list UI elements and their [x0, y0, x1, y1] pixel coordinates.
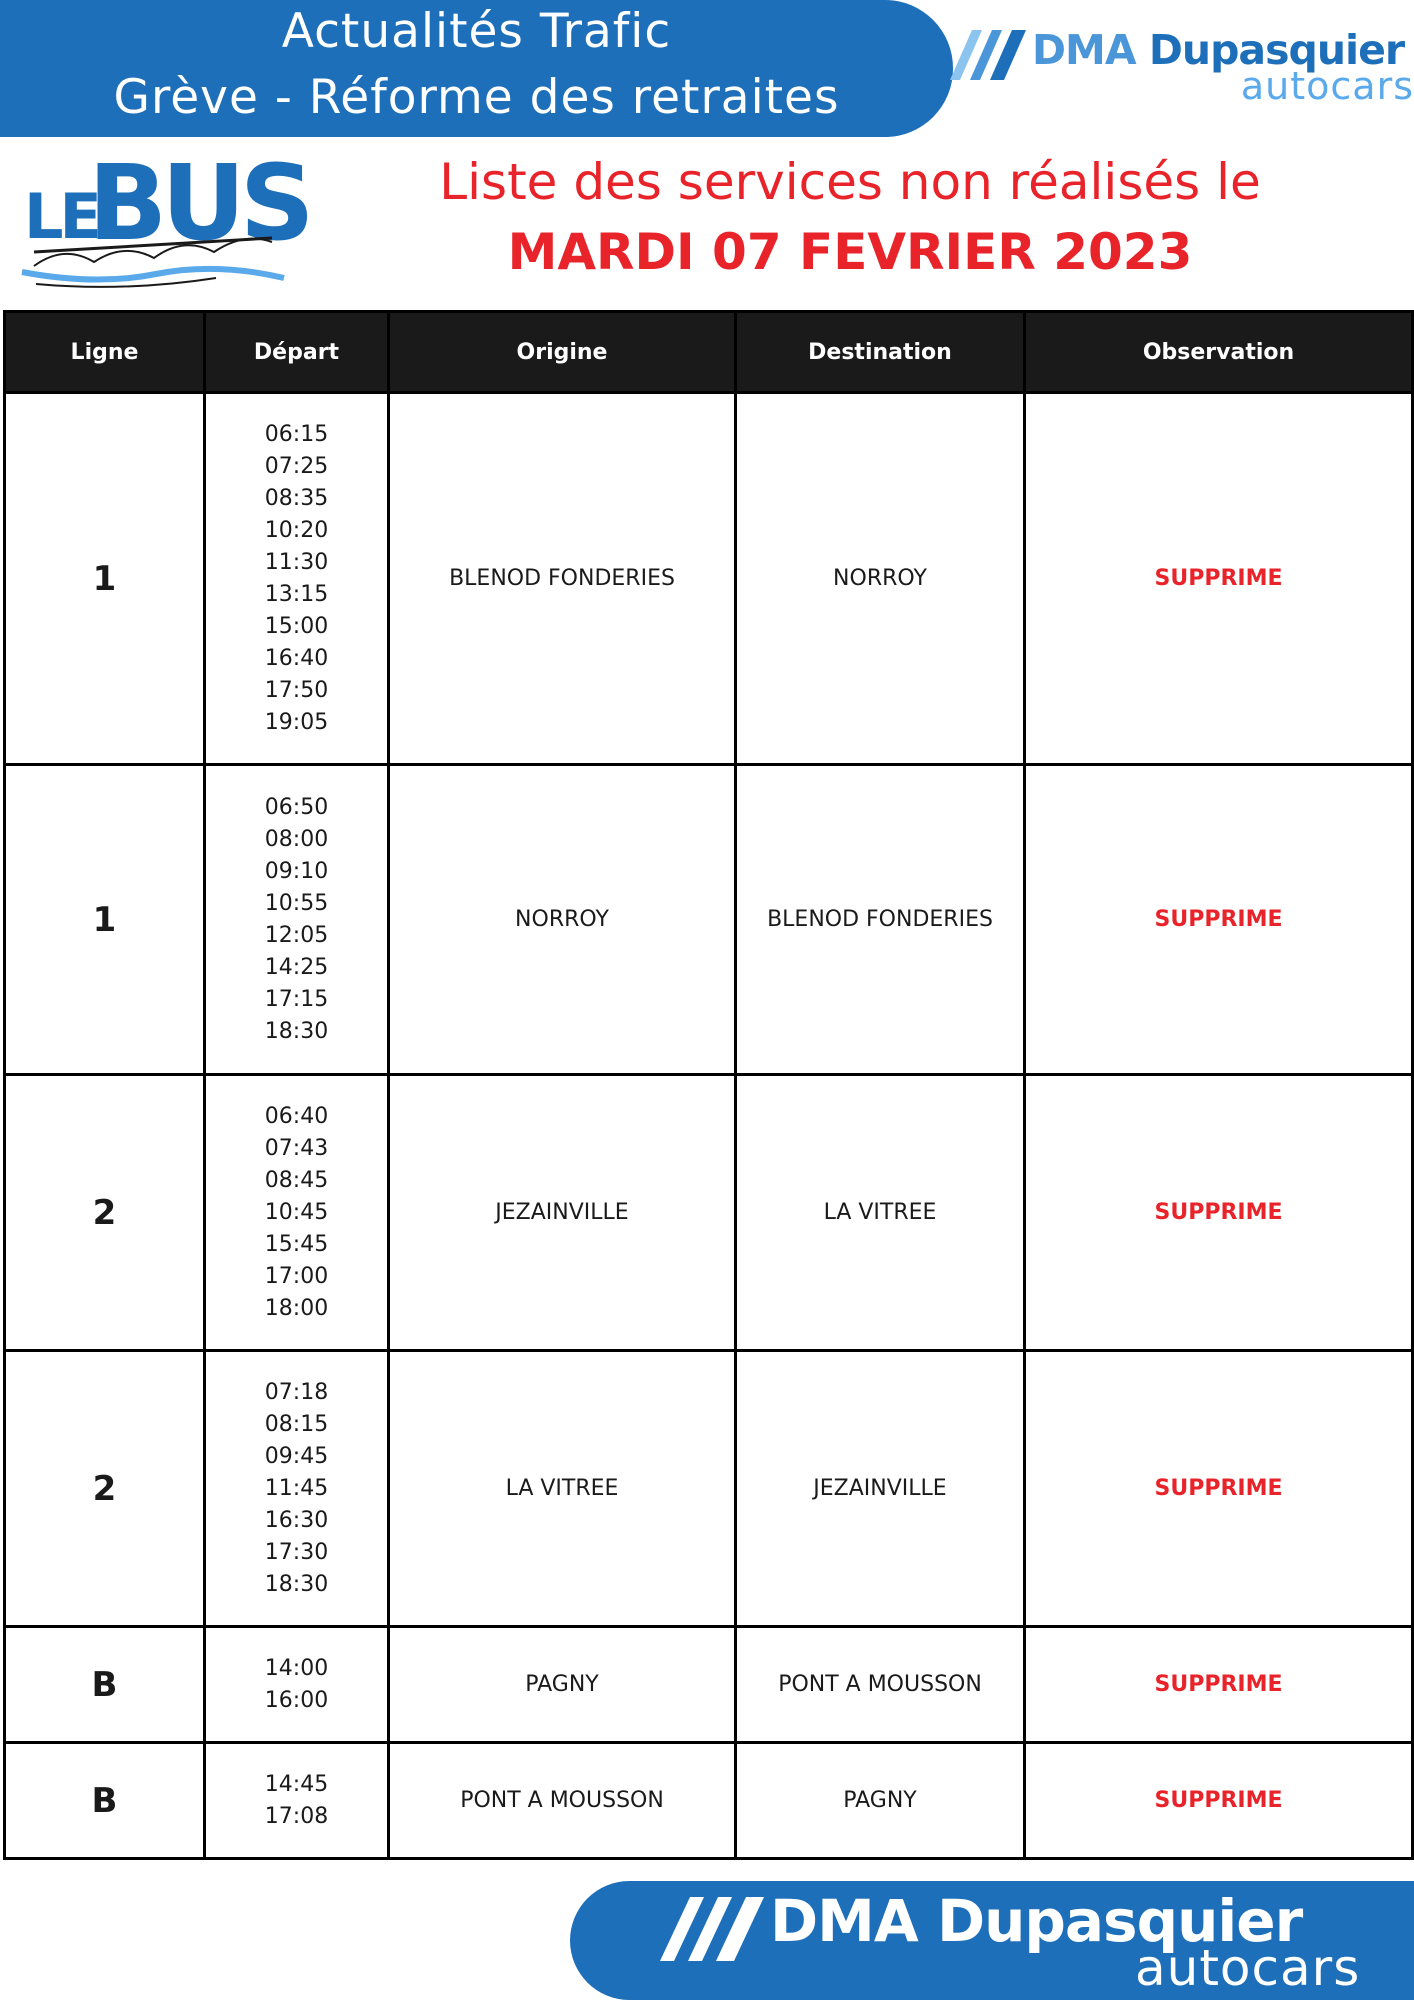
departure-time: 16:30	[264, 1507, 329, 1533]
cell-observation: SUPPRIME	[1025, 765, 1413, 1075]
bridge-icon	[16, 228, 286, 292]
cell-origine: LA VITREE	[389, 1351, 736, 1627]
cell-observation: SUPPRIME	[1025, 1627, 1413, 1743]
departure-time: 08:45	[264, 1167, 329, 1193]
departure-time: 11:30	[264, 549, 329, 575]
table-row	[5, 1075, 1413, 1351]
bottom-brand-name: DMA Dupasquier	[770, 1887, 1303, 1955]
departure-time: 16:40	[264, 645, 329, 671]
bottom-banner	[570, 1881, 1414, 2000]
lebus-logo	[16, 142, 309, 292]
departure-time: 18:00	[264, 1295, 329, 1321]
headline-title: Liste des services non réalisés le	[439, 153, 1261, 211]
departure-time: 14:00	[264, 1655, 329, 1681]
cell-depart	[205, 1351, 389, 1627]
slashes-icon	[950, 30, 1026, 80]
cell-destination: LA VITREE	[736, 1075, 1025, 1351]
cell-observation: SUPPRIME	[1025, 1351, 1413, 1627]
lebus-le: LE	[24, 180, 98, 253]
cell-origine: PONT A MOUSSON	[389, 1743, 736, 1859]
table-row	[5, 1351, 1413, 1627]
departure-time: 10:55	[264, 890, 329, 916]
departure-time: 18:30	[264, 1571, 329, 1597]
services-table	[3, 310, 1414, 1860]
departure-time: 11:45	[264, 1475, 329, 1501]
cell-origine: JEZAINVILLE	[389, 1075, 736, 1351]
departure-time: 07:43	[264, 1135, 329, 1161]
header-observation: Observation	[1025, 312, 1413, 393]
departure-time: 10:20	[264, 517, 329, 543]
cell-ligne: B	[5, 1627, 205, 1743]
cell-origine: PAGNY	[389, 1627, 736, 1743]
departure-time: 07:25	[264, 453, 329, 479]
departure-time: 08:35	[264, 485, 329, 511]
cell-depart	[205, 765, 389, 1075]
departure-time: 14:45	[264, 1771, 329, 1797]
cell-observation: SUPPRIME	[1025, 393, 1413, 765]
departure-time: 17:15	[264, 986, 329, 1012]
cell-depart	[205, 1075, 389, 1351]
headline-date: MARDI 07 FEVRIER 2023	[507, 223, 1193, 281]
dma-brand-sub: autocars	[1240, 64, 1414, 108]
table-row	[5, 765, 1413, 1075]
cell-destination: NORROY	[736, 393, 1025, 765]
cell-destination: PONT A MOUSSON	[736, 1627, 1025, 1743]
cell-destination: BLENOD FONDERIES	[736, 765, 1025, 1075]
departure-time: 09:10	[264, 858, 329, 884]
departure-time: 06:50	[264, 794, 329, 820]
departure-time: 17:08	[264, 1803, 329, 1829]
cell-ligne: 1	[5, 765, 205, 1075]
departure-time: 16:00	[264, 1687, 329, 1713]
departure-time: 09:45	[264, 1443, 329, 1469]
departure-time: 06:40	[264, 1103, 329, 1129]
cell-destination: PAGNY	[736, 1743, 1025, 1859]
departure-time: 13:15	[264, 581, 329, 607]
cell-origine: NORROY	[389, 765, 736, 1075]
dma-brand-name: DMA Dupasquier	[1032, 26, 1405, 74]
cell-observation: SUPPRIME	[1025, 1743, 1413, 1859]
departure-time: 15:00	[264, 613, 329, 639]
bottom-brand-sub: autocars	[1135, 1939, 1361, 1997]
cell-depart	[205, 393, 389, 765]
departure-time: 17:30	[264, 1539, 329, 1565]
departure-time: 17:00	[264, 1263, 329, 1289]
cell-depart	[205, 1743, 389, 1859]
departure-time: 19:05	[264, 709, 329, 735]
table-header-row	[5, 312, 1413, 393]
cell-origine: BLENOD FONDERIES	[389, 393, 736, 765]
cell-ligne: B	[5, 1743, 205, 1859]
header-ligne: Ligne	[5, 312, 205, 393]
header-destination: Destination	[736, 312, 1025, 393]
cell-observation: SUPPRIME	[1025, 1075, 1413, 1351]
table-row	[5, 393, 1413, 765]
departure-time: 18:30	[264, 1018, 329, 1044]
table-row	[5, 1743, 1413, 1859]
departure-time: 15:45	[264, 1231, 329, 1257]
departure-time: 08:15	[264, 1411, 329, 1437]
departure-time: 07:18	[264, 1379, 329, 1405]
cell-ligne: 2	[5, 1075, 205, 1351]
departure-time: 08:00	[264, 826, 329, 852]
departure-time: 06:15	[264, 421, 329, 447]
lebus-bus: BUS	[88, 142, 309, 264]
departure-time: 12:05	[264, 922, 329, 948]
table-row	[5, 1627, 1413, 1743]
header-origine: Origine	[389, 312, 736, 393]
top-banner	[0, 0, 953, 137]
cell-ligne: 2	[5, 1351, 205, 1627]
header-depart: Départ	[205, 312, 389, 393]
cell-destination: JEZAINVILLE	[736, 1351, 1025, 1627]
departure-time: 10:45	[264, 1199, 329, 1225]
cell-ligne: 1	[5, 393, 205, 765]
departure-time: 17:50	[264, 677, 329, 703]
table-body	[5, 393, 1413, 1859]
dma-dupasquier-logo	[950, 22, 1414, 108]
banner-subtitle: Grève - Réforme des retraites	[113, 70, 840, 125]
slashes-icon	[660, 1897, 764, 1961]
cell-depart	[205, 1627, 389, 1743]
banner-title: Actualités Trafic	[281, 4, 672, 59]
departure-time: 14:25	[264, 954, 329, 980]
